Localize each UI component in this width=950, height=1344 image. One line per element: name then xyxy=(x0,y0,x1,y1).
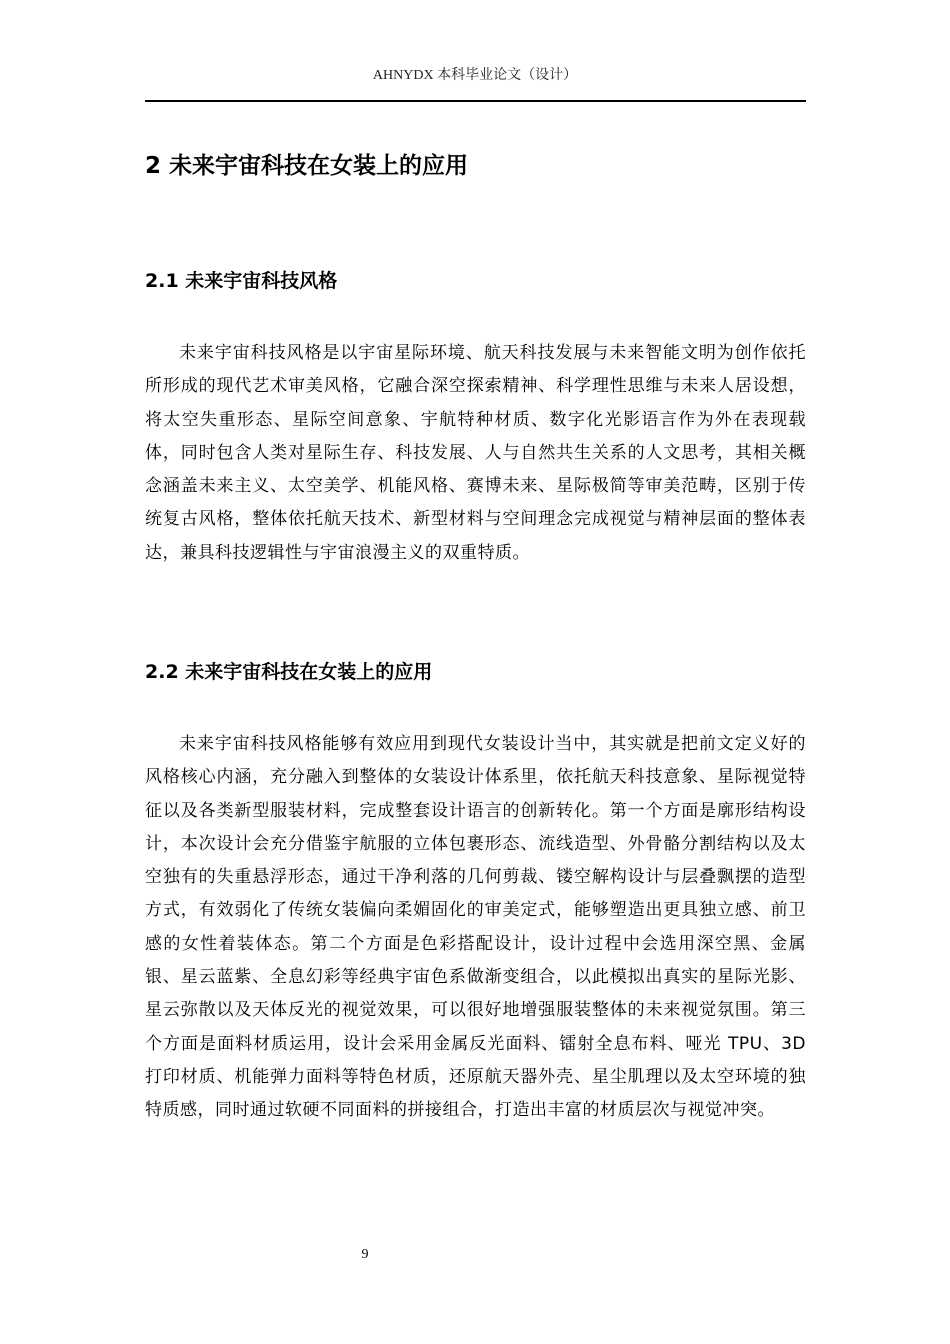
section-title-2-1: 2.1 未来宇宙科技风格 xyxy=(145,270,338,292)
section-2-2-paragraph: 未来宇宙科技风格能够有效应用到现代女装设计当中，其实就是把前文定义好的风格核心内涵，充分融入到整体的女装设计体系里，依托航天科技意象、星际视觉特征以及各类新型服装材料，完成整套设计语言的创新转化。第一个方面是廓形结构设计，本次设计会充分借鉴宇航服的立体包裹形态、流线造型、外骨骼分割结构以及太空独有的失重悬浮形态，通过干净利落的几何剪裁、镂空解构设计与层叠飘摆的造型方式，有效弱化了传统女装偏向柔媚固化的审美定式，能够塑造出更具独立感、前卫感的女性着装体态。第二个方面是色彩搭配设计，设计过程中会选用深空黑、金属银、星云蓝紫、全息幻彩等经典宇宙色系做渐变组合，以此模拟出真实的星际光影、星云弥散以及天体反光的视觉效果，可以很好地增强服装整体的未来视觉氛围。第三个方面是面料材质运用，设计会采用金属反光面料、镭射全息布料、哑光 TPU、3D 打印材质、机能弹力面料等特色材质，还原航天器外壳、星尘肌理以及太空环境的独特质感，同时通过软硬不同面料的拼接组合，打造出丰富的材质层次与视觉冲突。 xyxy=(145,734,806,1121)
page-number: 9 xyxy=(361,1247,369,1262)
section-title-2-2: 2.2 未来宇宙科技在女装上的应用 xyxy=(145,661,433,683)
section-2-1-paragraph: 未来宇宙科技风格是以宇宙星际环境、航天科技发展与未来智能文明为创作依托所形成的现代艺术审美风格，它融合深空探索精神、科学理性思维与未来人居设想，将太空失重形态、星际空间意象、宇航特种材质、数字化光影语言作为外在表现载体，同时包含人类对星际生存、科技发展、人与自然共生关系的人文思考，其相关概念涵盖未来主义、太空美学、机能风格、赛博未来、星际极简等审美范畴，区别于传统复古风格，整体依托航天技术、新型材料与空间理念完成视觉与精神层面的整体表达，兼具科技逻辑性与宇宙浪漫主义的双重特质。 xyxy=(145,343,806,563)
running-header: AHNYDX 本科毕业论文（设计） xyxy=(372,68,578,83)
chapter-title: 2 未来宇宙科技在女装上的应用 xyxy=(145,153,469,179)
header-divider xyxy=(145,100,806,102)
